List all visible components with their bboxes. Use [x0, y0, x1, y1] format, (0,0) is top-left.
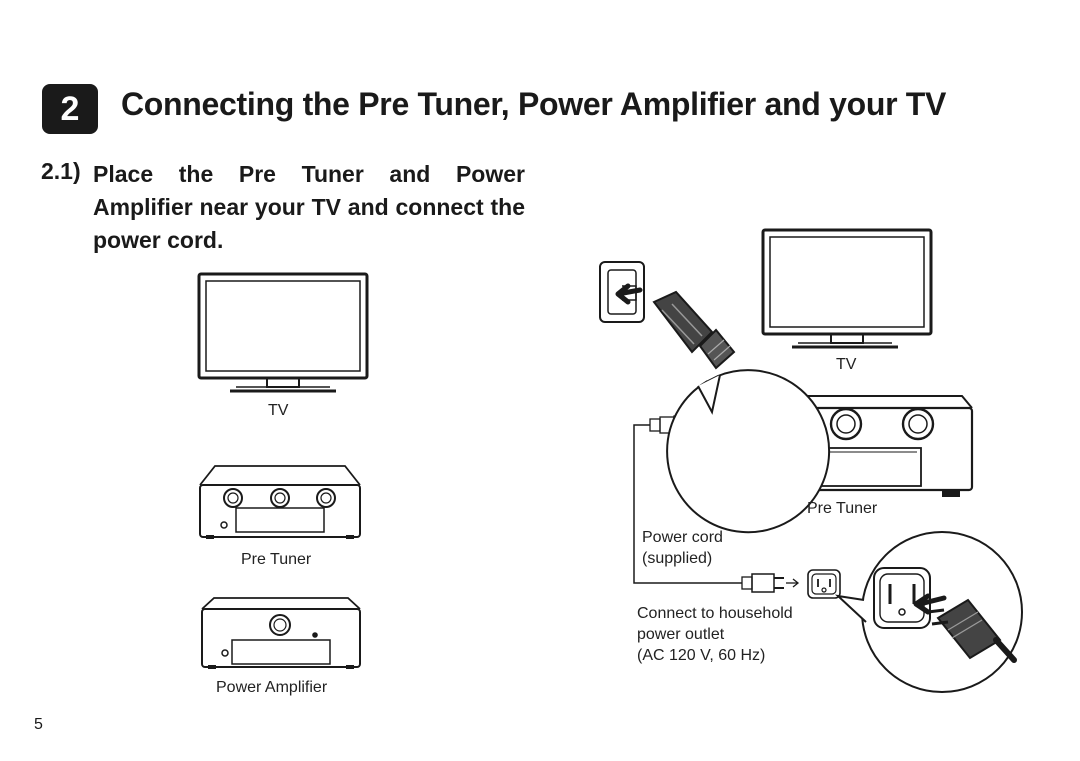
power-cord-label	[642, 527, 723, 569]
pre-tuner-label-right: Pre Tuner	[807, 500, 878, 517]
tv-illustration-right	[763, 230, 931, 347]
page-number: 5	[34, 716, 43, 733]
outlet-label-line: Connect to household	[637, 605, 793, 622]
subsection-number: 2.1)	[41, 158, 81, 184]
power-amplifier-label-left: Power Amplifier	[216, 679, 328, 696]
subsection-text: Place the Pre Tuner and Power Amplifier near your TV and connect the power cord.	[93, 161, 525, 253]
pre-tuner-label-left: Pre Tuner	[241, 551, 312, 568]
outlet-label-line: power outlet	[637, 626, 725, 643]
zoom-bubble-outlet	[838, 532, 1022, 692]
tv-label-right: TV	[836, 356, 857, 373]
power-cord-label-line: Power cord	[642, 529, 723, 546]
section-number-badge: 2	[42, 84, 98, 134]
outlet-label	[637, 603, 793, 666]
tv-illustration-left	[199, 274, 367, 391]
section-title: Connecting the Pre Tuner, Power Amplifier and your TV	[121, 86, 947, 122]
tv-label-left: TV	[268, 402, 289, 419]
power-amplifier-illustration-left	[202, 598, 360, 667]
wall-outlet-small	[808, 570, 840, 598]
power-cord-label-line: (supplied)	[642, 550, 713, 567]
pre-tuner-illustration-left	[200, 466, 360, 537]
outlet-label-line: (AC 120 V, 60 Hz)	[637, 647, 766, 664]
